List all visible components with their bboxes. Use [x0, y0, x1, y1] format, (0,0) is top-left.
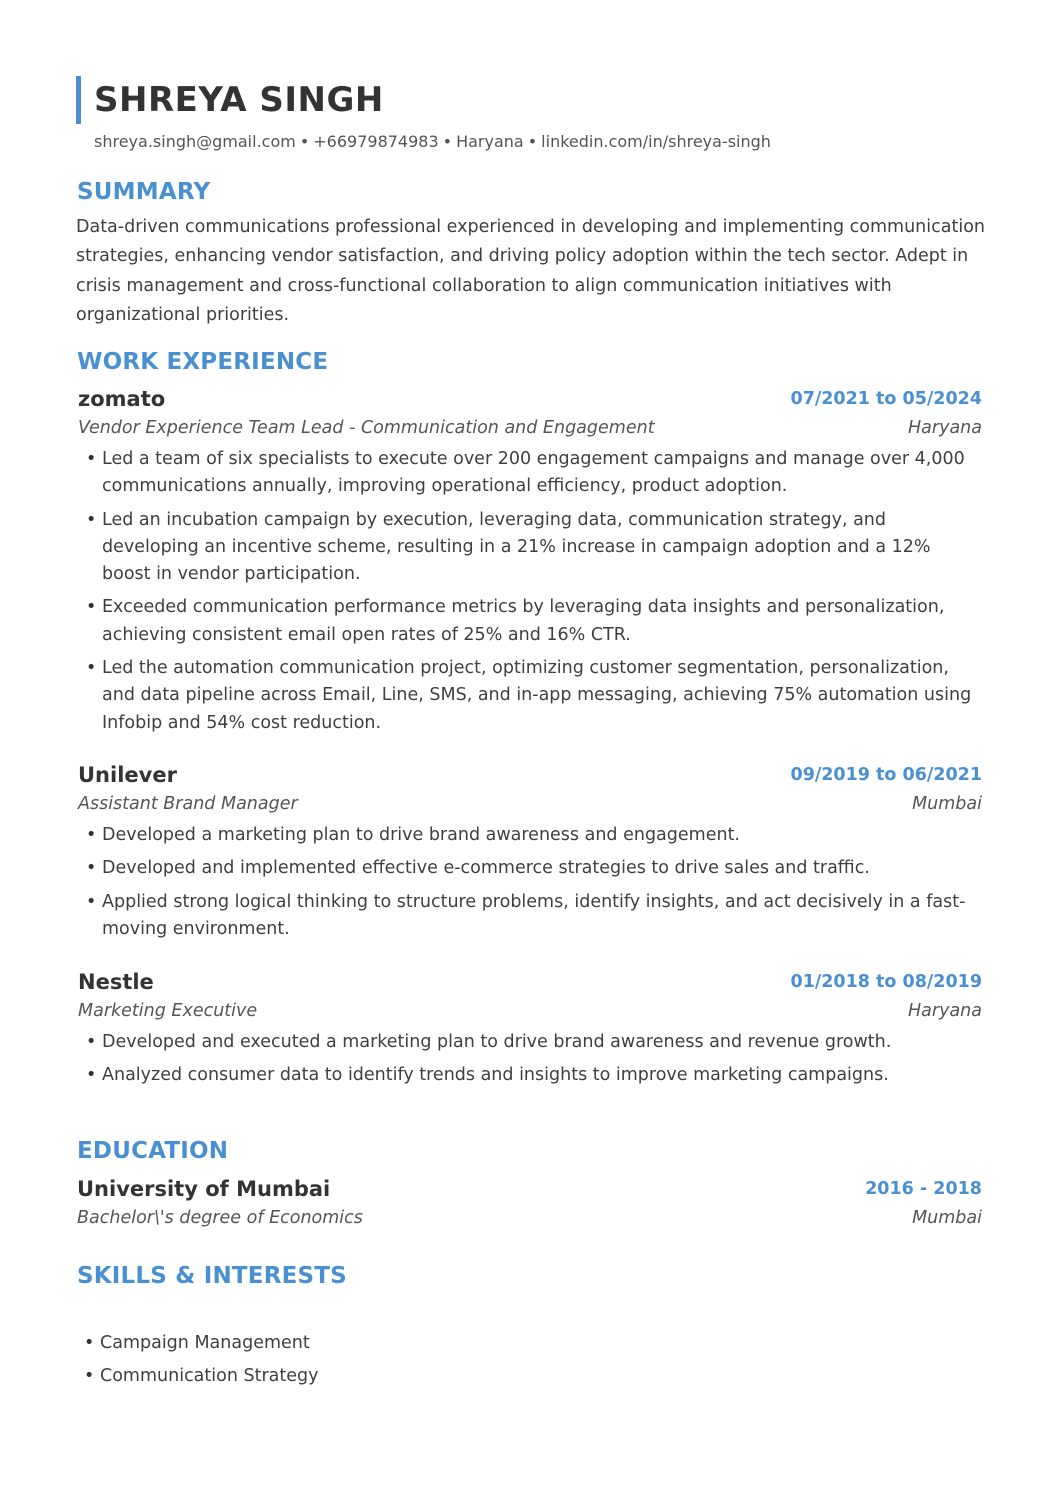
- summary-text: Data-driven communications professional experienced in developing and implementing communication strategies, enhancing vendor satisfaction, and driving policy adoption within the tech sector. Adept in crisis management and cross-functional collaboration to align communication initiatives with organizational priorities.: [76, 217, 985, 325]
- contact-separator: •: [527, 132, 538, 151]
- job-header: [78, 967, 982, 997]
- education-entry: [77, 1174, 982, 1232]
- job-location: Mumbai: [912, 794, 982, 814]
- contact-email: shreya.singh@gmail.com: [94, 132, 296, 151]
- job-header: [78, 760, 982, 790]
- name-accent-bar: [76, 76, 81, 124]
- section-title-summary: SUMMARY: [77, 179, 211, 205]
- education-dates: 2016 - 2018: [865, 1179, 982, 1199]
- job-entry: [78, 967, 982, 1096]
- skill-item: • Campaign Management: [76, 1330, 318, 1357]
- job-bullet: • Led the automation communication project, optimizing customer segmentation, personalization, and data pipeline across Email, Line, SMS, and in-app messaging, achieving 75% automation using Infobip and 54% cost reduction.: [78, 655, 982, 737]
- job-entry: [78, 384, 982, 743]
- education-location: Mumbai: [912, 1208, 982, 1228]
- job-role: Marketing Executive: [78, 1001, 258, 1021]
- job-role-row: [78, 790, 982, 818]
- education-degree: Bachelor\'s degree of Economics: [77, 1208, 363, 1228]
- section-title-work-experience: WORK EXPERIENCE: [77, 349, 329, 375]
- job-bullets: [78, 822, 982, 943]
- job-bullet: • Exceeded communication performance metrics by leveraging data insights and personalization, achieving consistent email open rates of 25% and 16% CTR.: [78, 594, 982, 649]
- job-entry: [78, 760, 982, 949]
- job-bullets: [78, 446, 982, 737]
- job-role-row: [78, 414, 982, 442]
- contact-linkedin: linkedin.com/in/shreya-singh: [541, 132, 771, 151]
- job-bullet: • Developed and implemented effective e-commerce strategies to drive sales and traffic.: [78, 855, 982, 882]
- skill-item: • Communication Strategy: [76, 1363, 318, 1390]
- job-location: Haryana: [908, 418, 982, 438]
- job-company: Nestle: [78, 970, 154, 994]
- education-header: [77, 1174, 982, 1204]
- education-degree-row: [77, 1204, 982, 1232]
- contact-separator: •: [442, 132, 453, 151]
- job-dates: 09/2019 to 06/2021: [790, 765, 982, 785]
- job-role: Assistant Brand Manager: [78, 794, 298, 814]
- contact-location: Haryana: [456, 132, 524, 151]
- candidate-name: SHREYA SINGH: [94, 80, 384, 120]
- contact-line: [94, 131, 771, 153]
- job-bullet: • Led an incubation campaign by execution, leveraging data, communication strategy, and developing an incentive scheme, resulting in a 21% increase in campaign adoption and a 12% boost in vendor participation.: [78, 507, 982, 589]
- skills-list: [76, 1330, 318, 1396]
- job-company: zomato: [78, 387, 166, 411]
- section-title-skills: SKILLS & INTERESTS: [77, 1263, 347, 1289]
- section-title-education: EDUCATION: [77, 1138, 229, 1164]
- education-school: University of Mumbai: [77, 1177, 331, 1201]
- job-bullet: • Developed a marketing plan to drive brand awareness and engagement.: [78, 822, 982, 849]
- job-bullet: • Analyzed consumer data to identify trends and insights to improve marketing campaigns.: [78, 1062, 982, 1089]
- job-company: Unilever: [78, 763, 177, 787]
- job-bullet: • Applied strong logical thinking to structure problems, identify insights, and act decisively in a fast-moving environment.: [78, 889, 982, 944]
- job-role-row: [78, 997, 982, 1025]
- job-dates: 07/2021 to 05/2024: [790, 389, 982, 409]
- job-header: [78, 384, 982, 414]
- job-dates: 01/2018 to 08/2019: [790, 972, 982, 992]
- job-bullet: • Led a team of six specialists to execute over 200 engagement campaigns and manage over 4,000 communications annually, improving operational efficiency, product adoption.: [78, 446, 982, 501]
- job-role: Vendor Experience Team Lead - Communication and Engagement: [78, 418, 655, 438]
- contact-phone: +66979874983: [313, 132, 439, 151]
- job-bullets: [78, 1029, 982, 1090]
- contact-separator: •: [299, 132, 310, 151]
- job-bullet: • Developed and executed a marketing plan to drive brand awareness and revenue growth.: [78, 1029, 982, 1056]
- job-location: Haryana: [908, 1001, 982, 1021]
